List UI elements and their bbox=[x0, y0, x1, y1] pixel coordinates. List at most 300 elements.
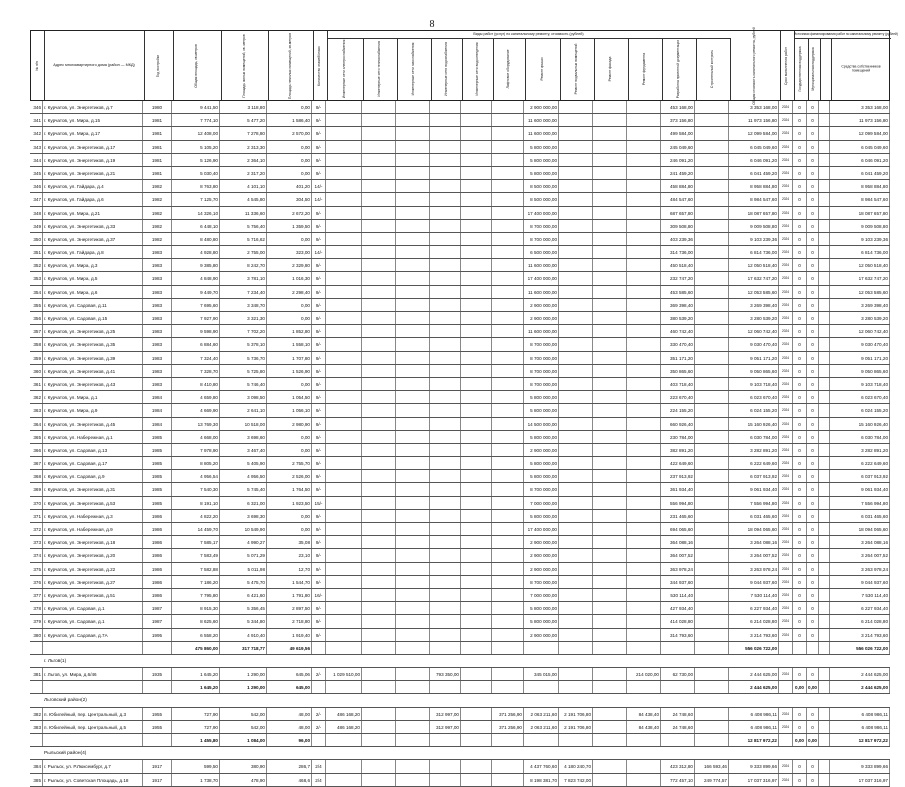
cell-k: 9/- bbox=[312, 312, 326, 324]
cell-g: 0 bbox=[793, 141, 807, 153]
cell-own: 12 050 518,40 bbox=[830, 259, 890, 271]
cell-el bbox=[326, 338, 362, 350]
cell-nl: 2 897,50 bbox=[267, 602, 312, 614]
cell-n: 369 bbox=[30, 483, 43, 495]
cell-y: 1983 bbox=[143, 338, 172, 350]
cell-fund bbox=[627, 299, 661, 311]
cell-nl: 0,00 bbox=[267, 154, 312, 166]
cell-n: 366 bbox=[30, 444, 43, 456]
cell-a: г. Курчатов, ул. Энергетиков, д.19 bbox=[43, 154, 143, 166]
cell-l: 5 736,70 bbox=[220, 352, 267, 364]
cell-wat bbox=[430, 418, 461, 430]
cell-per: 2024 bbox=[779, 352, 793, 364]
cell-per: 2024 bbox=[779, 523, 793, 535]
cell-lift bbox=[492, 141, 524, 153]
cell-el bbox=[326, 510, 362, 522]
cell-wat bbox=[430, 629, 461, 641]
cell-proj bbox=[695, 154, 729, 166]
cell-o bbox=[819, 483, 830, 495]
cell-tot: 3 263 978,24 bbox=[729, 563, 779, 575]
cell-a: г. Курчатов, ул. Энергетиков, д.22 bbox=[43, 563, 143, 575]
cell-n: 374 bbox=[30, 549, 43, 561]
cell-roof: 8 700 000,00 bbox=[524, 233, 559, 245]
cell-m: 0 bbox=[807, 114, 819, 126]
cell-lift bbox=[492, 589, 524, 601]
cell-roof: 8 198 381,70 bbox=[524, 774, 559, 786]
cell-nl: 0,00 bbox=[267, 101, 312, 113]
cell-heat bbox=[362, 602, 396, 614]
cell-g: 0 bbox=[793, 721, 807, 733]
cell-el bbox=[326, 523, 362, 535]
cell-m: 0 bbox=[807, 629, 819, 641]
cell-tot: 8 958 884,80 bbox=[729, 180, 779, 192]
cell-own: 6 408 986,11 bbox=[830, 721, 890, 733]
cell-dr bbox=[461, 589, 492, 601]
cell-heat bbox=[362, 721, 396, 733]
cell-el bbox=[326, 114, 362, 126]
cell-wat bbox=[430, 141, 461, 153]
cell-tot: 6 408 986,11 bbox=[729, 721, 779, 733]
cell-dr bbox=[461, 602, 492, 614]
cell-per: 2024 bbox=[779, 141, 793, 153]
cell-per: 2024 bbox=[779, 721, 793, 733]
cell-nl: 1 852,80 bbox=[267, 325, 312, 337]
cell-basem bbox=[559, 312, 593, 324]
cell-per: 2024 bbox=[779, 114, 793, 126]
cell-m: 0 bbox=[807, 167, 819, 179]
cell-el bbox=[326, 444, 362, 456]
cell-o bbox=[819, 418, 830, 430]
cell-tot: 12 099 584,00 bbox=[729, 127, 779, 139]
cell-tot: 2 444 625,00 bbox=[729, 668, 779, 680]
cell-gas bbox=[396, 418, 430, 430]
cell-n: 384 bbox=[30, 760, 43, 772]
cell-nl: 0,00 bbox=[267, 378, 312, 390]
cell-tot: 3 269 398,40 bbox=[729, 299, 779, 311]
cell-a: г. Курчатов, ул. Энергетиков, д.31 bbox=[43, 483, 143, 495]
cell-a: г. Курчатов, ул. Мира, д.15 bbox=[43, 114, 143, 126]
cell-lift bbox=[492, 563, 524, 575]
cell-g: 0 bbox=[793, 418, 807, 430]
cell-m: 0 bbox=[807, 523, 819, 535]
table-row bbox=[30, 602, 890, 615]
cell-m: 0 bbox=[807, 589, 819, 601]
cell-basem: 4 180 240,70 bbox=[559, 760, 593, 772]
cell-fac bbox=[593, 180, 627, 192]
cell-a: г. Курчатов, ул. Мира, д.3 bbox=[43, 259, 143, 271]
cell-per: 2024 bbox=[779, 470, 793, 482]
cell-lift bbox=[492, 272, 524, 284]
cell-tot: 17 632 747,20 bbox=[729, 272, 779, 284]
cell-roof: 5 800 000,00 bbox=[524, 154, 559, 166]
cell-per: 2024 bbox=[779, 193, 793, 205]
cell-s: 8 763,80 bbox=[172, 180, 220, 192]
cell-el bbox=[326, 286, 362, 298]
section-title: Льговский район(2) bbox=[44, 698, 87, 704]
cell-lift bbox=[492, 774, 524, 786]
cell-sk: 499 584,00 bbox=[661, 127, 695, 139]
cell-sk: 380 539,20 bbox=[661, 312, 695, 324]
cell-proj bbox=[695, 615, 729, 627]
cell-sk: 460 742,40 bbox=[661, 325, 695, 337]
cell-y: 1955 bbox=[143, 708, 172, 720]
cell-n: 363 bbox=[30, 404, 43, 416]
cell-wat bbox=[430, 549, 461, 561]
cell-wat bbox=[430, 470, 461, 482]
cell-o bbox=[819, 312, 830, 324]
cell-o bbox=[819, 563, 830, 575]
cell-sk: 351 171,20 bbox=[661, 352, 695, 364]
cell-n: 346 bbox=[30, 101, 43, 113]
cell-y: 1981 bbox=[143, 114, 172, 126]
cell-gas bbox=[396, 681, 430, 693]
cell-roof: 11 600 000,00 bbox=[524, 114, 559, 126]
cell-fund bbox=[627, 272, 661, 284]
cell-lift bbox=[492, 259, 524, 271]
cell-m: 0 bbox=[807, 576, 819, 588]
cell-wat bbox=[430, 312, 461, 324]
cell-s: 8 480,80 bbox=[172, 233, 220, 245]
table-row bbox=[30, 312, 890, 325]
cell-fund bbox=[627, 352, 661, 364]
cell-m: 0 bbox=[807, 760, 819, 772]
cell-fac bbox=[593, 352, 627, 364]
cell-el bbox=[326, 352, 362, 364]
cell-heat bbox=[362, 734, 396, 746]
cell-basem bbox=[559, 589, 593, 601]
cell-roof: 2 900 000,00 bbox=[524, 629, 559, 641]
cell-lift bbox=[492, 207, 524, 219]
cell-nl: 2 526,00 bbox=[267, 470, 312, 482]
cell-s: 727,90 bbox=[172, 708, 220, 720]
cell-tot: 11 973 156,80 bbox=[729, 114, 779, 126]
cell-proj bbox=[695, 101, 729, 113]
cell-gas bbox=[396, 708, 430, 720]
cell-el bbox=[326, 549, 362, 561]
cell-proj bbox=[695, 193, 729, 205]
cell-el bbox=[326, 272, 362, 284]
cell-proj bbox=[695, 681, 729, 693]
table-row bbox=[30, 549, 890, 562]
cell-nl: 1 016,30 bbox=[267, 272, 312, 284]
table-row bbox=[30, 391, 890, 404]
cell-l: 542,00 bbox=[220, 721, 267, 733]
cell-n: 357 bbox=[30, 325, 43, 337]
cell-k: 9/- bbox=[312, 576, 326, 588]
cell-dr bbox=[461, 708, 492, 720]
cell-lift bbox=[492, 378, 524, 390]
cell-fac bbox=[593, 418, 627, 430]
cell-own: 3 264 007,52 bbox=[830, 549, 890, 561]
cell-k bbox=[312, 642, 326, 654]
table-row bbox=[30, 141, 890, 154]
cell-tot: 12 060 742,40 bbox=[729, 325, 779, 337]
cell-fund bbox=[627, 549, 661, 561]
cell-lift bbox=[492, 536, 524, 548]
cell-o bbox=[819, 774, 830, 786]
cell-tot: 6 037 913,92 bbox=[729, 470, 779, 482]
cell-g: 0 bbox=[793, 602, 807, 614]
header-work-heat: Инженерные сети теплоснабжения bbox=[363, 38, 398, 100]
cell-fund bbox=[627, 563, 661, 575]
table-row bbox=[30, 193, 890, 206]
cell-fac bbox=[593, 233, 627, 245]
cell-own: 18 087 657,80 bbox=[830, 207, 890, 219]
cell-own: 3 269 398,40 bbox=[830, 299, 890, 311]
cell-roof: 11 600 000,00 bbox=[524, 325, 559, 337]
cell-dr bbox=[461, 299, 492, 311]
cell-dr bbox=[461, 286, 492, 298]
cell-roof: 5 800 000,00 bbox=[524, 431, 559, 443]
cell-o bbox=[819, 760, 830, 772]
cell-proj bbox=[695, 549, 729, 561]
cell-per: 2024 bbox=[779, 154, 793, 166]
cell-tot: 6 046 091,20 bbox=[729, 154, 779, 166]
cell-s: 8 410,80 bbox=[172, 378, 220, 390]
cell-proj bbox=[695, 220, 729, 232]
cell-per: 2024 bbox=[779, 563, 793, 575]
cell-gas bbox=[396, 721, 430, 733]
cell-a: г. Курчатов, ул. Мира, д.5 bbox=[43, 272, 143, 284]
cell-l: 10 549,90 bbox=[220, 523, 267, 535]
cell-wat bbox=[430, 167, 461, 179]
cell-wat bbox=[430, 114, 461, 126]
cell-per: 2024 bbox=[779, 378, 793, 390]
cell-l: 5 011,98 bbox=[220, 563, 267, 575]
cell-lift bbox=[492, 391, 524, 403]
cell-basem bbox=[559, 378, 593, 390]
cell-nl: 2 672,20 bbox=[267, 207, 312, 219]
cell-tot: 2 444 625,00 bbox=[729, 681, 779, 693]
header-work-basement: Ремонт подвальных помещений bbox=[560, 38, 595, 100]
cell-roof: 8 700 000,00 bbox=[524, 338, 559, 350]
cell-o bbox=[819, 431, 830, 443]
cell-proj bbox=[695, 180, 729, 192]
cell-m: 0 bbox=[807, 193, 819, 205]
cell-fac bbox=[593, 365, 627, 377]
cell-gas bbox=[396, 352, 430, 364]
cell-wat bbox=[430, 602, 461, 614]
cell-basem bbox=[559, 510, 593, 522]
cell-m: 0 bbox=[807, 180, 819, 192]
cell-lift bbox=[492, 734, 524, 746]
cell-y: 1983 bbox=[143, 246, 172, 258]
cell-per: 2024 bbox=[779, 510, 793, 522]
cell-roof: 14 500 000,00 bbox=[524, 418, 559, 430]
cell-heat bbox=[362, 708, 396, 720]
cell-own: 6 046 091,20 bbox=[830, 154, 890, 166]
cell-el bbox=[326, 180, 362, 192]
cell-s: 7 328,70 bbox=[172, 365, 220, 377]
cell-el bbox=[326, 391, 362, 403]
cell-gas bbox=[396, 365, 430, 377]
cell-l: 3 781,10 bbox=[220, 272, 267, 284]
cell-g: 0 bbox=[793, 154, 807, 166]
cell-lift: 371 256,90 bbox=[492, 708, 524, 720]
cell-proj bbox=[695, 523, 729, 535]
cell-el bbox=[326, 127, 362, 139]
cell-l: 4 910,40 bbox=[220, 629, 267, 641]
cell-lift bbox=[492, 233, 524, 245]
cell-wat bbox=[430, 576, 461, 588]
cell-gas bbox=[396, 549, 430, 561]
cell-m: 0 bbox=[807, 141, 819, 153]
cell-el bbox=[326, 404, 362, 416]
cell-m: 0 bbox=[807, 312, 819, 324]
cell-nl: 0,00 bbox=[267, 444, 312, 456]
cell-lift bbox=[492, 325, 524, 337]
table-row bbox=[30, 167, 890, 180]
cell-a: г. Курчатов, ул. Энергетиков, д.20 bbox=[43, 549, 143, 561]
cell-fund bbox=[627, 365, 661, 377]
cell-a: г. Рыльск, ул. Р.Люксембург, д.7 bbox=[43, 760, 143, 772]
cell-l: 5 378,10 bbox=[220, 338, 267, 350]
cell-proj bbox=[695, 404, 729, 416]
cell-k: 9/- bbox=[312, 207, 326, 219]
cell-wat bbox=[430, 246, 461, 258]
cell-own: 9 103 239,36 bbox=[830, 233, 890, 245]
cell-a: г. Курчатов, ул. Садовая, д.7А bbox=[43, 629, 143, 641]
cell-sk: 423 312,80 bbox=[661, 760, 695, 772]
cell-n: 371 bbox=[30, 510, 43, 522]
cell-l: 6 421,60 bbox=[220, 589, 267, 601]
cell-per: 2024 bbox=[779, 167, 793, 179]
cell-basem bbox=[559, 220, 593, 232]
cell-fund bbox=[627, 114, 661, 126]
cell-proj bbox=[695, 510, 729, 522]
cell-s: 7 324,40 bbox=[172, 352, 220, 364]
cell-a: г. Курчатов, ул. Мира, д.9 bbox=[43, 404, 143, 416]
cell-roof: 7 000 000,00 bbox=[524, 497, 559, 509]
cell-roof: 8 500 000,00 bbox=[524, 180, 559, 192]
cell-fund bbox=[627, 180, 661, 192]
cell-y: 1983 bbox=[143, 378, 172, 390]
cell-o bbox=[819, 246, 830, 258]
cell-fund bbox=[627, 167, 661, 179]
cell-o bbox=[819, 510, 830, 522]
cell-s: 7 125,70 bbox=[172, 193, 220, 205]
cell-nl: 35,08 bbox=[267, 536, 312, 548]
cell-y: 1987 bbox=[143, 615, 172, 627]
cell-tot: 3 264 088,16 bbox=[729, 536, 779, 548]
cell-own: 9 044 937,60 bbox=[830, 576, 890, 588]
cell-dr bbox=[461, 114, 492, 126]
cell-wat bbox=[430, 233, 461, 245]
cell-dr bbox=[461, 338, 492, 350]
cell-n: 341 bbox=[30, 114, 43, 126]
cell-a: п. Юбилейный, пер. Центральный, д.5 bbox=[43, 721, 143, 733]
cell-dr bbox=[461, 629, 492, 641]
cell-l: 3 698,30 bbox=[220, 510, 267, 522]
cell-wat bbox=[430, 365, 461, 377]
cell-fac bbox=[593, 576, 627, 588]
cell-per: 2024 bbox=[779, 246, 793, 258]
cell-roof: 11 600 000,00 bbox=[524, 127, 559, 139]
cell-y: 1983 bbox=[143, 299, 172, 311]
cell-own: 9 103 718,40 bbox=[830, 378, 890, 390]
cell-heat bbox=[362, 325, 396, 337]
cell-s: 7 978,90 bbox=[172, 444, 220, 456]
cell-tot: 6 045 049,60 bbox=[729, 141, 779, 153]
header-work-group: Виды работ (услуг) по капитальному ремонту, стоимость (рублей) bbox=[327, 31, 730, 39]
cell-gas bbox=[396, 127, 430, 139]
cell-k: 9/- bbox=[312, 418, 326, 430]
cell-k: 9/- bbox=[312, 259, 326, 271]
cell-s: 5 126,90 bbox=[172, 154, 220, 166]
cell-g: 0 bbox=[793, 708, 807, 720]
cell-wat bbox=[430, 589, 461, 601]
cell-lift bbox=[492, 352, 524, 364]
cell-l: 7 702,20 bbox=[220, 325, 267, 337]
cell-wat bbox=[430, 457, 461, 469]
cell-heat bbox=[362, 299, 396, 311]
cell-s: 7 583,49 bbox=[172, 549, 220, 561]
cell-gas bbox=[396, 642, 430, 654]
cell-fund bbox=[627, 642, 661, 654]
cell-basem: 2 191 706,80 bbox=[559, 708, 593, 720]
cell-nl: 0,00 bbox=[267, 167, 312, 179]
cell-per bbox=[779, 681, 793, 693]
cell-sk: 62 730,00 bbox=[661, 668, 695, 680]
cell-own: 6 037 913,92 bbox=[830, 470, 890, 482]
cell-gas bbox=[396, 576, 430, 588]
cell-proj bbox=[695, 312, 729, 324]
cell-nl: 1 526,90 bbox=[267, 365, 312, 377]
cell-el bbox=[326, 563, 362, 575]
cell-n: 377 bbox=[30, 589, 43, 601]
cell-gas bbox=[396, 154, 430, 166]
cell-n: 359 bbox=[30, 352, 43, 364]
cell-n: 385 bbox=[30, 774, 43, 786]
cell-basem bbox=[559, 734, 593, 746]
cell-fund bbox=[627, 536, 661, 548]
cell-m: 0 bbox=[807, 299, 819, 311]
cell-el bbox=[326, 774, 362, 786]
cell-s: 7 795,80 bbox=[172, 589, 220, 601]
cell-heat bbox=[362, 497, 396, 509]
cell-fund bbox=[627, 431, 661, 443]
cell-dr bbox=[461, 180, 492, 192]
cell-el bbox=[326, 536, 362, 548]
cell-roof: 11 600 000,00 bbox=[524, 259, 559, 271]
cell-dr bbox=[461, 431, 492, 443]
cell-proj bbox=[695, 642, 729, 654]
cell-wat bbox=[430, 299, 461, 311]
cell-wat bbox=[430, 325, 461, 337]
cell-o bbox=[819, 642, 830, 654]
cell-y: 1986 bbox=[143, 589, 172, 601]
cell-proj bbox=[695, 563, 729, 575]
cell-fund bbox=[627, 629, 661, 641]
cell-a: г. Курчатов, ул. Энергетиков, д.53 bbox=[43, 497, 143, 509]
cell-heat bbox=[362, 352, 396, 364]
cell-fac bbox=[593, 629, 627, 641]
cell-tot: 3 214 793,60 bbox=[729, 629, 779, 641]
cell-dr bbox=[461, 418, 492, 430]
cell-per: 2024 bbox=[779, 365, 793, 377]
cell-per: 2024 bbox=[779, 602, 793, 614]
cell-k: 16/- bbox=[312, 589, 326, 601]
cell-m: 0 bbox=[807, 365, 819, 377]
cell-a: г. Курчатов, ул. Энергетиков, д.51 bbox=[43, 589, 143, 601]
cell-k: 9/- bbox=[312, 444, 326, 456]
cell-gas bbox=[396, 589, 430, 601]
cell-wat: 312 997,00 bbox=[430, 708, 461, 720]
cell-g: 0 bbox=[793, 299, 807, 311]
cell-g: 0 bbox=[793, 497, 807, 509]
cell-tot: 9 051 171,20 bbox=[729, 352, 779, 364]
cell-nl: 2 570,00 bbox=[267, 127, 312, 139]
